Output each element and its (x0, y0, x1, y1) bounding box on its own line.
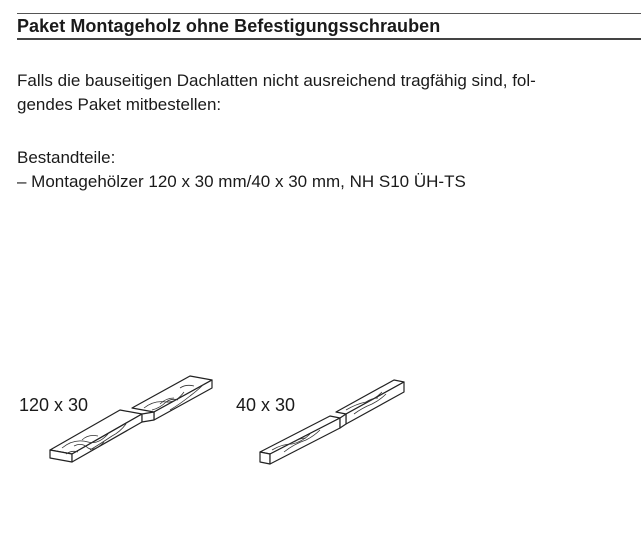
label-40x30: 40 x 30 (236, 395, 296, 415)
timber-40x30-illustration (254, 372, 414, 472)
components-block (17, 146, 641, 194)
components-item: – Montagehölzer 120 x 30 mm/40 x 30 mm, NH S10 ÜH-TS (17, 172, 466, 191)
label-120x30: 120 x 30 (19, 395, 89, 415)
header-rule-top (17, 13, 641, 14)
components-heading: Bestandteile: (17, 148, 116, 167)
header-rule-bottom (17, 38, 641, 40)
timber-120x30-illustration (40, 368, 230, 478)
intro-line-1: Falls die bauseitigen Dachlatten nicht ausreichend tragfähig sind, fol- (17, 71, 536, 90)
intro-paragraph (17, 69, 641, 117)
section-title: Paket Montageholz ohne Befestigungsschrauben (17, 16, 441, 36)
intro-line-2: gendes Paket mitbestellen: (17, 95, 222, 114)
